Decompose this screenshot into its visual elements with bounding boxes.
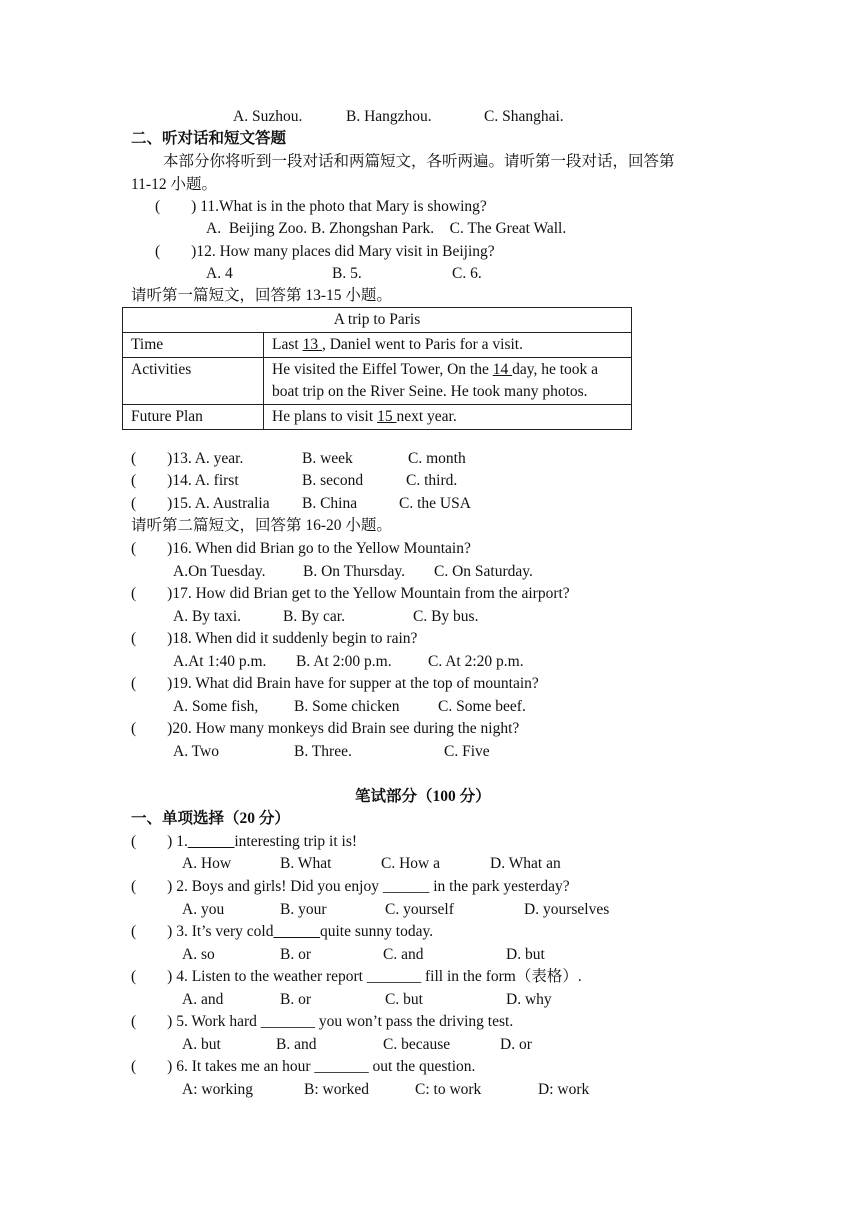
q11-stem: ( ) 11.What is in the photo that Mary is showing?	[155, 198, 487, 215]
section-2-intro-line2: 11-12 小题。	[131, 176, 217, 193]
row-label: Time	[123, 333, 264, 358]
trip-table-title: A trip to Paris	[123, 308, 632, 333]
q16-stem: ( )16. When did Brian go to the Yellow Mountain?	[131, 540, 471, 557]
q18-option-a: A.At 1:40 p.m.	[173, 653, 267, 670]
q14-option-b: B. second	[302, 472, 364, 489]
blank-15: 15	[377, 408, 397, 425]
q12-stem: ( )12. How many places did Mary visit in Beijing?	[155, 243, 495, 260]
m1-blank: ______	[187, 833, 235, 850]
m3-option-a: A. so	[182, 946, 215, 963]
m4-option-d: D. why	[506, 991, 552, 1008]
q15-option-c: C. the USA	[399, 495, 471, 512]
q11-options: A. Beijing Zoo. B. Zhongshan Park. C. The Great Wall.	[206, 220, 567, 237]
q20-stem: ( )20. How many monkeys did Brain see during the night?	[131, 720, 520, 737]
m5-option-c: C. because	[383, 1036, 451, 1053]
m3-option-b: B. or	[280, 946, 311, 963]
multiple-choice-title: 一、单项选择（20 分）	[131, 810, 290, 827]
q19-option-a: A. Some fish,	[173, 698, 259, 715]
m1-option-c: C. How a	[381, 855, 440, 872]
m6-option-b: B: worked	[304, 1081, 370, 1098]
table-row	[123, 333, 632, 358]
q17-option-c: C. By bus.	[413, 608, 479, 625]
q20-option-c: C. Five	[444, 743, 490, 760]
row-content: He visited the Eiffel Tower, On the 14 day, he took a boat trip on the River Seine. He took many photos.	[264, 358, 632, 405]
table-row	[123, 405, 632, 430]
section-2-title: 二、听对话和短文答题	[131, 130, 287, 147]
written-part-title: 笔试部分（100 分）	[355, 788, 491, 805]
m2-option-b: B. your	[280, 901, 327, 918]
q12-option-a: A. 4	[206, 265, 233, 282]
q17-option-a: A. By taxi.	[173, 608, 242, 625]
m6-option-a: A: working	[182, 1081, 254, 1098]
m4-option-a: A. and	[182, 991, 224, 1008]
q17-option-b: B. By car.	[283, 608, 345, 625]
blank-13: 13	[302, 336, 322, 353]
m2-option-d: D. yourselves	[524, 901, 610, 918]
q19-stem: ( )19. What did Brain have for supper at the top of mountain?	[131, 675, 539, 692]
m6-stem: ( ) 6. It takes me an hour _______ out the question.	[131, 1058, 476, 1075]
m1-option-a: A. How	[182, 855, 232, 872]
m3-blank: ______	[273, 923, 320, 940]
passage-1-intro: 请听第一篇短文，回答第 13-15 小题。	[131, 287, 392, 304]
q14-stem: ( )14. A. first	[131, 472, 239, 489]
table-row	[123, 358, 632, 405]
m4-option-c: C. but	[385, 991, 423, 1008]
m5-option-d: D. or	[500, 1036, 532, 1053]
m5-option-b: B. and	[276, 1036, 317, 1053]
q10-option-a: A. Suzhou.	[233, 108, 303, 125]
row-content: He plans to visit 15 next year.	[264, 405, 632, 430]
q20-option-b: B. Three.	[294, 743, 352, 760]
blank-14: 14	[492, 361, 513, 378]
q20-option-a: A. Two	[173, 743, 219, 760]
trip-table	[122, 307, 632, 430]
q15-option-b: B. China	[302, 495, 358, 512]
q10-option-b: B. Hangzhou.	[346, 108, 432, 125]
m6-option-d: D: work	[538, 1081, 590, 1098]
m1-stem: ( ) 1.______interesting trip it is!	[131, 833, 358, 850]
m3-option-c: C. and	[383, 946, 424, 963]
section-2-intro-line1: 本部分你将听到一段对话和两篇短文，各听两遍。请听第一段对话，回答第	[163, 153, 675, 170]
q13-option-b: B. week	[302, 450, 353, 467]
m5-option-a: A. but	[182, 1036, 221, 1053]
q14-option-c: C. third.	[406, 472, 458, 489]
q15-stem: ( )15. A. Australia	[131, 495, 270, 512]
m1-option-b: B. What	[280, 855, 332, 872]
m6-option-c: C: to work	[415, 1081, 482, 1098]
m3-option-d: D. but	[506, 946, 545, 963]
q18-option-b: B. At 2:00 p.m.	[296, 653, 392, 670]
m3-stem: ( ) 3. It’s very cold______quite sunny today.	[131, 923, 434, 940]
row-label: Activities	[123, 358, 264, 405]
q16-option-b: B. On Thursday.	[303, 563, 406, 580]
m2-stem: ( ) 2. Boys and girls! Did you enjoy ______ in the park yesterday?	[131, 878, 570, 895]
m4-option-b: B. or	[280, 991, 311, 1008]
q17-stem: ( )17. How did Brian get to the Yellow Mountain from the airport?	[131, 585, 570, 602]
passage-2-intro: 请听第二篇短文，回答第 16-20 小题。	[131, 517, 392, 534]
q12-option-c: C. 6.	[452, 265, 482, 282]
q10-option-c: C. Shanghai.	[484, 108, 564, 125]
m2-option-a: A. you	[182, 901, 225, 918]
q12-option-b: B. 5.	[332, 265, 362, 282]
q13-stem: ( )13. A. year.	[131, 450, 244, 467]
row-label: Future Plan	[123, 405, 264, 430]
m1-option-d: D. What an	[490, 855, 561, 872]
q19-option-c: C. Some beef.	[438, 698, 526, 715]
q18-stem: ( )18. When did it suddenly begin to rain?	[131, 630, 418, 647]
q16-option-c: C. On Saturday.	[434, 563, 533, 580]
q19-option-b: B. Some chicken	[294, 698, 400, 715]
q13-option-c: C. month	[408, 450, 466, 467]
row-content: Last 13 , Daniel went to Paris for a visit.	[264, 333, 632, 358]
m4-stem: ( ) 4. Listen to the weather report _______ fill in the form（表格）.	[131, 968, 582, 985]
m5-stem: ( ) 5. Work hard _______ you won’t pass the driving test.	[131, 1013, 514, 1030]
m2-option-c: C. yourself	[385, 901, 454, 918]
q18-option-c: C. At 2:20 p.m.	[428, 653, 524, 670]
q16-option-a: A.On Tuesday.	[173, 563, 266, 580]
